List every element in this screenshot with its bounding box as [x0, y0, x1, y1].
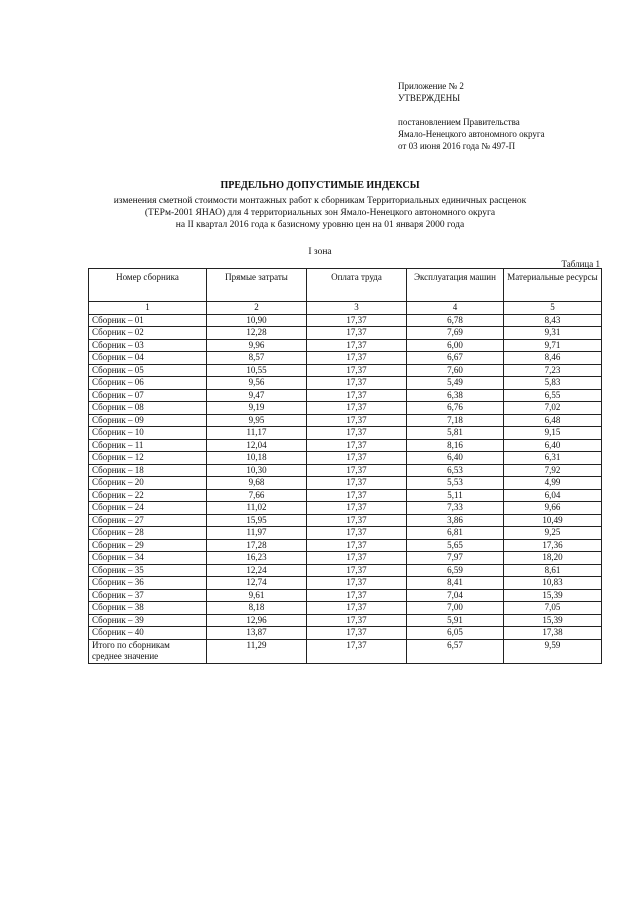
index-value-cell: 7,33: [407, 502, 504, 515]
table-row: [89, 564, 602, 577]
index-value-cell: 9,15: [504, 427, 602, 440]
index-value-cell: 13,87: [207, 627, 307, 640]
index-value-cell: 6,81: [407, 527, 504, 540]
index-value-cell: 8,46: [504, 352, 602, 365]
index-value-cell: 6,38: [407, 389, 504, 402]
index-value-cell: 11,02: [207, 502, 307, 515]
collection-name-cell: Сборник – 08: [89, 402, 207, 415]
index-value-cell: 17,37: [307, 477, 407, 490]
collection-name-cell: Сборник – 29: [89, 539, 207, 552]
collection-name-cell: Сборник – 37: [89, 589, 207, 602]
table-row: [89, 327, 602, 340]
collection-name-cell: Сборник – 02: [89, 327, 207, 340]
index-value-cell: 3,86: [407, 514, 504, 527]
column-number: 1: [89, 302, 207, 315]
collection-name-cell: Сборник – 36: [89, 577, 207, 590]
index-value-cell: 7,00: [407, 602, 504, 615]
index-value-cell: 17,28: [207, 539, 307, 552]
index-value-cell: 6,67: [407, 352, 504, 365]
index-value-cell: 17,37: [307, 564, 407, 577]
index-value-cell: 8,18: [207, 602, 307, 615]
table-row: [89, 377, 602, 390]
table-body: [89, 302, 602, 664]
collection-name-cell: Сборник – 04: [89, 352, 207, 365]
index-value-cell: 17,37: [307, 389, 407, 402]
total-label-cell: [89, 639, 207, 663]
index-value-cell: 5,81: [407, 427, 504, 440]
index-value-cell: 11,17: [207, 427, 307, 440]
collection-name-cell: Сборник – 07: [89, 389, 207, 402]
table-row: [89, 539, 602, 552]
table-row: [89, 364, 602, 377]
total-value-cell: 9,59: [504, 639, 602, 663]
total-value-cell: 6,57: [407, 639, 504, 663]
index-value-cell: 17,37: [307, 402, 407, 415]
collection-name-cell: Сборник – 34: [89, 552, 207, 565]
subtitle-line-2: (ТЕРм-2001 ЯНАО) для 4 территориальных зон Ямало-Ненецкого автономного округа: [144, 208, 496, 218]
index-value-cell: 17,37: [307, 327, 407, 340]
index-value-cell: 7,97: [407, 552, 504, 565]
table-header-row: [89, 269, 602, 302]
index-value-cell: 9,47: [207, 389, 307, 402]
index-value-cell: 7,69: [407, 327, 504, 340]
table-row: [89, 589, 602, 602]
table-row: [89, 452, 602, 465]
column-number: 5: [504, 302, 602, 315]
document-title-block: [40, 180, 600, 231]
index-value-cell: 7,92: [504, 464, 602, 477]
column-number: 4: [407, 302, 504, 315]
collection-name-cell: Сборник – 28: [89, 527, 207, 540]
index-value-cell: 17,37: [307, 527, 407, 540]
collection-name-cell: Сборник – 03: [89, 339, 207, 352]
index-value-cell: 10,55: [207, 364, 307, 377]
index-value-cell: 6,40: [407, 452, 504, 465]
table-row: [89, 389, 602, 402]
zone-label: I зона: [308, 247, 332, 257]
index-value-cell: 17,37: [307, 577, 407, 590]
indices-table: [88, 268, 602, 664]
total-label-line-2: среднее значение: [92, 651, 159, 661]
header-machine-operation: Эксплуатация машин: [407, 269, 504, 302]
column-number: 3: [307, 302, 407, 315]
index-value-cell: 17,37: [307, 464, 407, 477]
collection-name-cell: Сборник – 06: [89, 377, 207, 390]
index-value-cell: 17,37: [307, 439, 407, 452]
collection-name-cell: Сборник – 11: [89, 439, 207, 452]
header-labor-pay: Оплата труда: [307, 269, 407, 302]
index-value-cell: 12,74: [207, 577, 307, 590]
index-value-cell: 8,16: [407, 439, 504, 452]
collection-name-cell: Сборник – 38: [89, 602, 207, 615]
index-value-cell: 9,66: [504, 502, 602, 515]
index-value-cell: 17,37: [307, 452, 407, 465]
collection-name-cell: Сборник – 10: [89, 427, 207, 440]
header-direct-costs: Прямые затраты: [207, 269, 307, 302]
table-row: [89, 439, 602, 452]
index-value-cell: 7,05: [504, 602, 602, 615]
index-value-cell: 5,65: [407, 539, 504, 552]
table-row: [89, 514, 602, 527]
table-row: [89, 402, 602, 415]
collection-name-cell: Сборник – 39: [89, 614, 207, 627]
index-value-cell: 10,49: [504, 514, 602, 527]
index-value-cell: 5,83: [504, 377, 602, 390]
index-value-cell: 6,76: [407, 402, 504, 415]
index-value-cell: 5,49: [407, 377, 504, 390]
index-value-cell: 17,37: [307, 539, 407, 552]
collection-name-cell: Сборник – 40: [89, 627, 207, 640]
collection-name-cell: Сборник – 20: [89, 477, 207, 490]
document-title: ПРЕДЕЛЬНО ДОПУСТИМЫЕ ИНДЕКСЫ: [220, 180, 420, 191]
index-value-cell: 8,41: [407, 577, 504, 590]
index-value-cell: 12,04: [207, 439, 307, 452]
index-value-cell: 6,05: [407, 627, 504, 640]
decree-line-1: постановлением Правительства: [398, 117, 520, 127]
index-value-cell: 9,31: [504, 327, 602, 340]
index-value-cell: 15,39: [504, 614, 602, 627]
table-row: [89, 477, 602, 490]
index-value-cell: 17,37: [307, 377, 407, 390]
decree-line-2: Ямало-Ненецкого автономного округа: [398, 129, 545, 139]
index-value-cell: 17,37: [307, 614, 407, 627]
index-value-cell: 12,96: [207, 614, 307, 627]
index-value-cell: 17,37: [307, 414, 407, 427]
index-value-cell: 8,61: [504, 564, 602, 577]
collection-name-cell: Сборник – 12: [89, 452, 207, 465]
index-value-cell: 10,30: [207, 464, 307, 477]
header-collection-number: Номер сборника: [89, 269, 207, 302]
table-row: [89, 527, 602, 540]
total-row: [89, 639, 602, 663]
appendix-number: Приложение № 2: [398, 81, 464, 91]
index-value-cell: 17,37: [307, 502, 407, 515]
collection-name-cell: Сборник – 35: [89, 564, 207, 577]
index-value-cell: 9,96: [207, 339, 307, 352]
index-value-cell: 8,57: [207, 352, 307, 365]
table-row: [89, 614, 602, 627]
index-value-cell: 18,20: [504, 552, 602, 565]
table-row: [89, 427, 602, 440]
index-value-cell: 17,37: [307, 364, 407, 377]
table-row: [89, 577, 602, 590]
index-value-cell: 17,37: [307, 589, 407, 602]
index-value-cell: 6,04: [504, 489, 602, 502]
index-value-cell: 15,39: [504, 589, 602, 602]
table-label: Таблица 1: [561, 259, 600, 269]
index-value-cell: 7,18: [407, 414, 504, 427]
header-material-resources: Материальные ресурсы: [504, 269, 602, 302]
index-value-cell: 12,24: [207, 564, 307, 577]
index-value-cell: 16,23: [207, 552, 307, 565]
index-value-cell: 17,37: [307, 314, 407, 327]
index-value-cell: 6,40: [504, 439, 602, 452]
index-value-cell: 6,48: [504, 414, 602, 427]
index-value-cell: 15,95: [207, 514, 307, 527]
table-row: [89, 602, 602, 615]
index-value-cell: 9,95: [207, 414, 307, 427]
index-value-cell: 5,91: [407, 614, 504, 627]
index-value-cell: 8,43: [504, 314, 602, 327]
table-row: [89, 489, 602, 502]
index-value-cell: 17,37: [307, 427, 407, 440]
total-label-line-1: Итого по сборникам: [92, 639, 170, 650]
index-value-cell: 7,02: [504, 402, 602, 415]
index-value-cell: 6,78: [407, 314, 504, 327]
index-value-cell: 17,36: [504, 539, 602, 552]
index-value-cell: 10,83: [504, 577, 602, 590]
index-value-cell: 7,04: [407, 589, 504, 602]
column-number-row: [89, 302, 602, 315]
index-value-cell: 17,37: [307, 489, 407, 502]
index-value-cell: 6,00: [407, 339, 504, 352]
index-value-cell: 6,31: [504, 452, 602, 465]
index-value-cell: 9,56: [207, 377, 307, 390]
collection-name-cell: Сборник – 27: [89, 514, 207, 527]
collection-name-cell: Сборник – 24: [89, 502, 207, 515]
column-number: 2: [207, 302, 307, 315]
table-row: [89, 627, 602, 640]
index-value-cell: 6,53: [407, 464, 504, 477]
index-value-cell: 9,19: [207, 402, 307, 415]
index-value-cell: 9,68: [207, 477, 307, 490]
index-value-cell: 10,18: [207, 452, 307, 465]
subtitle-line-3: на II квартал 2016 года к базисному уровню цен на 01 января 2000 года: [175, 220, 465, 230]
total-value-cell: 11,29: [207, 639, 307, 663]
table-row: [89, 414, 602, 427]
collection-name-cell: Сборник – 05: [89, 364, 207, 377]
table-row: [89, 502, 602, 515]
table-row: [89, 552, 602, 565]
collection-name-cell: Сборник – 22: [89, 489, 207, 502]
index-value-cell: 17,37: [307, 339, 407, 352]
index-value-cell: 7,23: [504, 364, 602, 377]
index-value-cell: 9,71: [504, 339, 602, 352]
index-value-cell: 9,25: [504, 527, 602, 540]
index-value-cell: 5,53: [407, 477, 504, 490]
approval-block: [398, 80, 628, 152]
index-value-cell: 5,11: [407, 489, 504, 502]
index-value-cell: 17,37: [307, 552, 407, 565]
index-value-cell: 11,97: [207, 527, 307, 540]
decree-line-3: от 03 июня 2016 года № 497-П: [398, 141, 516, 151]
table-row: [89, 339, 602, 352]
index-value-cell: 6,55: [504, 389, 602, 402]
table-row: [89, 352, 602, 365]
index-value-cell: 7,66: [207, 489, 307, 502]
collection-name-cell: Сборник – 01: [89, 314, 207, 327]
index-value-cell: 17,37: [307, 602, 407, 615]
index-value-cell: 12,28: [207, 327, 307, 340]
index-value-cell: 9,61: [207, 589, 307, 602]
index-value-cell: 17,37: [307, 514, 407, 527]
index-value-cell: 6,59: [407, 564, 504, 577]
total-value-cell: 17,37: [307, 639, 407, 663]
index-value-cell: 17,37: [307, 627, 407, 640]
collection-name-cell: Сборник – 18: [89, 464, 207, 477]
index-value-cell: 4,99: [504, 477, 602, 490]
index-value-cell: 17,38: [504, 627, 602, 640]
collection-name-cell: Сборник – 09: [89, 414, 207, 427]
subtitle-line-1: изменения сметной стоимости монтажных работ к сборникам Территориальных единичных расценок: [113, 196, 527, 206]
index-value-cell: 17,37: [307, 352, 407, 365]
table-row: [89, 464, 602, 477]
index-value-cell: 7,60: [407, 364, 504, 377]
approved-label: УТВЕРЖДЕНЫ: [398, 93, 461, 103]
table-row: [89, 314, 602, 327]
index-value-cell: 10,90: [207, 314, 307, 327]
